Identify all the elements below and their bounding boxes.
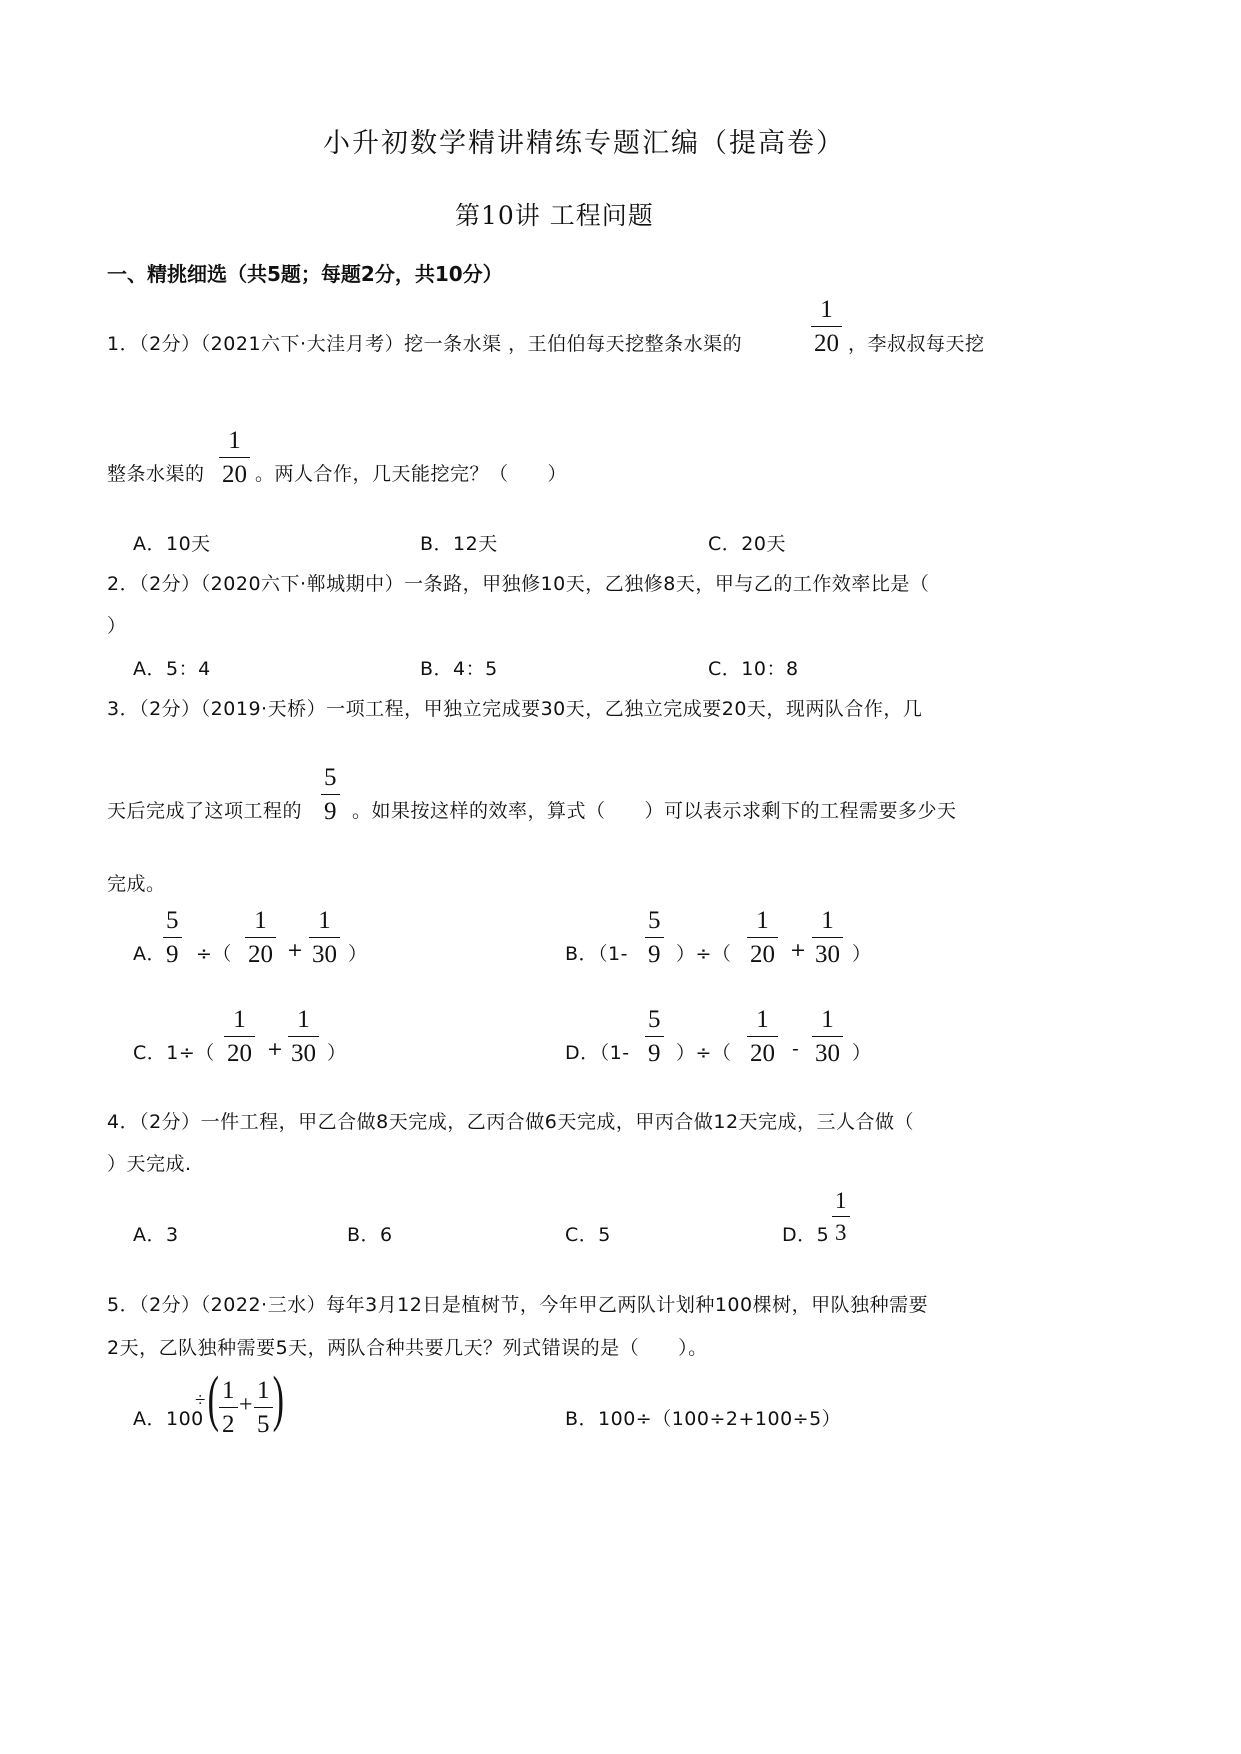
denominator: 20: [248, 941, 273, 968]
operator: ）: [348, 943, 368, 965]
denominator: 20: [750, 1040, 775, 1067]
question-1-line2-end: 。两人合作，几天能挖完？（ ）: [255, 463, 568, 485]
section-heading: 一、精挑细选（共5题；每题2分，共10分）: [107, 262, 503, 286]
question-2-line1: 2．（2分）（2020六下·郸城期中）一条路，甲独修10天，乙独修8天，甲与乙的工作效率比是（: [107, 573, 930, 595]
denominator: 30: [815, 941, 840, 968]
denominator: 9: [648, 941, 661, 968]
fraction: [163, 908, 182, 967]
fraction: [254, 1378, 273, 1437]
fraction: [219, 1378, 238, 1437]
fraction: [245, 908, 276, 967]
numerator: 1: [297, 1006, 310, 1033]
right-paren: ): [272, 1365, 285, 1433]
fraction: [288, 1007, 319, 1066]
option-label: A．: [133, 943, 166, 965]
option-a: A．10天: [133, 533, 211, 555]
fraction: [645, 1007, 664, 1066]
question-3-line3: 完成。: [107, 873, 166, 895]
option-label: B．（1-: [565, 943, 628, 965]
option-b: B．12天: [420, 533, 498, 555]
fraction: [747, 1007, 778, 1066]
denominator: 3: [835, 1220, 847, 1245]
fraction: [832, 1189, 850, 1244]
option-b: B．100÷（100÷2+100÷5）: [565, 1408, 842, 1430]
option-c: C．10：8: [708, 658, 799, 680]
denominator: 20: [750, 941, 775, 968]
question-4-line1: 4．（2分）一件工程，甲乙合做8天完成，乙丙合做6天完成，甲丙合做12天完成，三人合做（: [107, 1111, 915, 1133]
left-paren: (: [207, 1365, 220, 1433]
question-4-line2: ）天完成.: [107, 1153, 192, 1175]
numerator: 1: [222, 1377, 235, 1404]
denominator: 30: [291, 1040, 316, 1067]
denominator: 30: [312, 941, 337, 968]
option-b: B．6: [347, 1224, 393, 1246]
plus-sign: +: [239, 1392, 253, 1418]
denominator: 20: [227, 1040, 252, 1067]
operator: ）: [852, 943, 872, 965]
denominator: 9: [166, 941, 179, 968]
option-a: A．5：4: [133, 658, 211, 680]
denominator: 5: [257, 1411, 270, 1438]
fraction: [811, 297, 842, 356]
question-1-line1-start: 1．（2分）（2021六下·大洼月考）挖一条水渠 ，王伯伯每天挖整条水渠的: [107, 333, 743, 355]
fraction: [219, 428, 250, 487]
question-5-line2: 2天，乙队独种需要5天，两队合种共要几天？列式错误的是（ ）。: [107, 1337, 708, 1359]
option-label: C．1÷（: [133, 1042, 215, 1064]
option-c: C．20天: [708, 533, 786, 555]
question-1-line1-end: ，李叔叔每天挖: [848, 333, 985, 355]
numerator: 5: [648, 1006, 661, 1033]
fraction: [645, 908, 664, 967]
numerator: 1: [254, 907, 267, 934]
fraction: [309, 908, 340, 967]
denominator: 9: [324, 798, 337, 825]
option-label: D．（1-: [565, 1042, 630, 1064]
numerator: 1: [835, 1188, 847, 1213]
numerator: 1: [228, 427, 241, 454]
numerator: 1: [821, 1006, 834, 1033]
fraction: [321, 765, 340, 824]
operator: ）÷（: [676, 943, 732, 965]
operator: -: [792, 1038, 800, 1060]
option-label: A．100: [133, 1408, 204, 1430]
option-b: B．4：5: [420, 658, 498, 680]
question-2-line2: ）: [107, 615, 127, 637]
page-title: 小升初数学精讲精练专题汇编（提高卷）: [323, 128, 845, 159]
question-3-line2-end: 。如果按这样的效率，算式（ ）可以表示求剩下的工程需要多少天: [352, 800, 957, 822]
numerator: 1: [318, 907, 331, 934]
numerator: 1: [233, 1006, 246, 1033]
option-c: C．5: [565, 1224, 611, 1246]
question-3-line1: 3．（2分）（2019·天桥）一项工程，甲独立完成要30天，乙独立完成要20天，现两队合作，几: [107, 698, 923, 720]
denominator: 2: [222, 1411, 235, 1438]
operator: ）÷（: [676, 1042, 732, 1064]
operator: ）: [327, 1042, 347, 1064]
page-subtitle: 第10讲 工程问题: [455, 201, 654, 230]
numerator: 5: [166, 907, 179, 934]
division-sign: ÷: [195, 1390, 206, 1411]
denominator: 20: [814, 330, 839, 357]
operator: +: [267, 1038, 284, 1060]
numerator: 5: [648, 907, 661, 934]
question-3-line2-start: 天后完成了这项工程的: [107, 800, 303, 822]
numerator: 1: [756, 1006, 769, 1033]
denominator: 30: [815, 1040, 840, 1067]
numerator: 1: [257, 1377, 270, 1404]
denominator: 9: [648, 1040, 661, 1067]
numerator: 5: [324, 764, 337, 791]
numerator: 1: [756, 907, 769, 934]
question-5-line1: 5．（2分）（2022·三水）每年3月12日是植树节，今年甲乙两队计划种100棵树，甲队独种需要: [107, 1294, 929, 1316]
question-1-line2-start: 整条水渠的: [107, 463, 205, 485]
numerator: 1: [820, 296, 833, 323]
fraction: [812, 908, 843, 967]
operator: ）: [852, 1042, 872, 1064]
numerator: 1: [821, 907, 834, 934]
option-a: A．3: [133, 1224, 179, 1246]
fraction: [747, 908, 778, 967]
denominator: 20: [222, 461, 247, 488]
fraction: [812, 1007, 843, 1066]
option-d: D．5: [782, 1224, 830, 1246]
operator: ÷（: [196, 943, 232, 965]
operator: +: [287, 939, 304, 961]
operator: +: [790, 939, 807, 961]
fraction: [224, 1007, 255, 1066]
